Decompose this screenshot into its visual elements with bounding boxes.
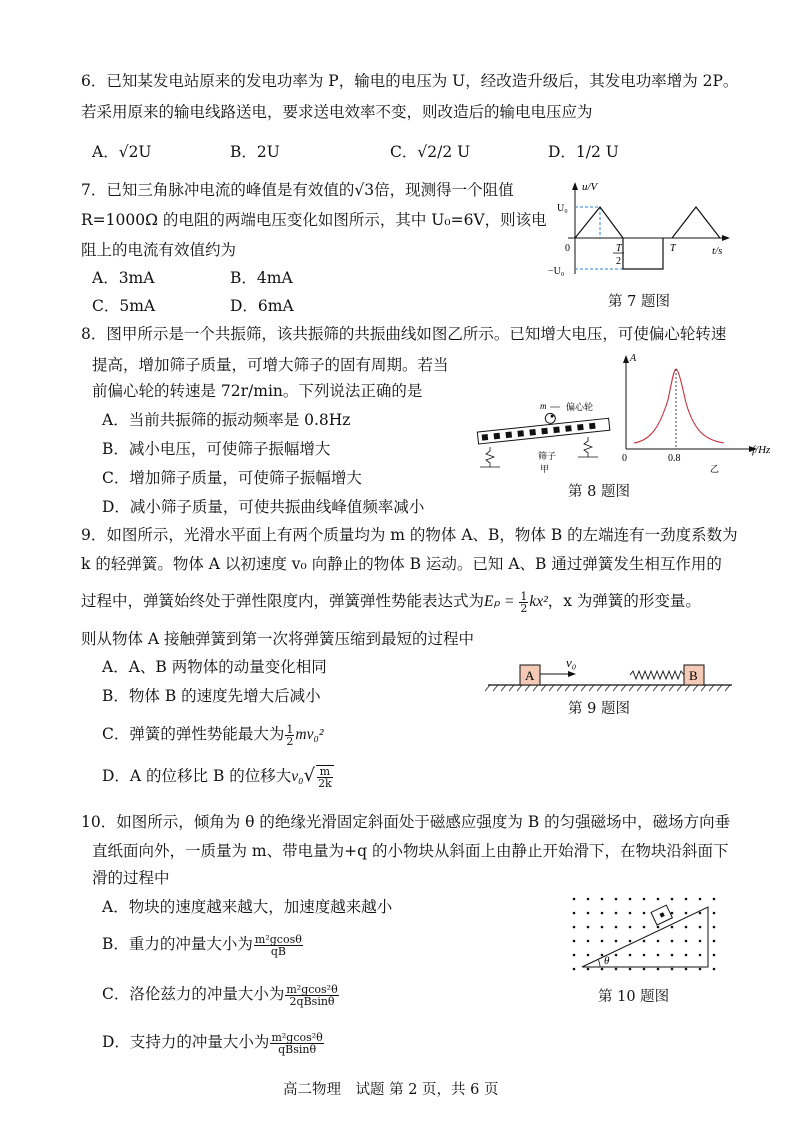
q7-option-b: B．4mA: [230, 269, 293, 287]
page-footer: 高二物理 试题 第 2 页，共 6 页: [283, 1082, 499, 1098]
q9-figure: [480, 655, 740, 697]
q7-half-t-num: T: [616, 243, 622, 254]
q10-caption: 第 10 题图: [598, 989, 670, 1005]
q7-xlabel: t/s: [712, 245, 723, 257]
q6-option-c: C．√2/2 U: [390, 143, 471, 161]
q10-theta: θ: [604, 955, 610, 967]
q8-tick-08: 0.8: [668, 453, 681, 464]
q9-line3-start: 过程中，弹簧始终处于弹性限度内，弹簧弹性势能表达式为: [81, 592, 485, 610]
q9-line2: k 的轻弹簧。物体 A 以初速度 v₀ 向静止的物体 B 运动。已知 A、B 通过弹簧发生相互作用的: [81, 555, 722, 573]
q8-sieve-figure: [470, 395, 620, 477]
q7-ylabel: u/V: [582, 181, 598, 193]
q7-u0-label: U₀: [557, 203, 568, 214]
q8-option-d: D．减小筛子质量，可使共振曲线峰值频率减小: [102, 498, 425, 516]
q9-line1: 9．如图所示，光滑水平面上有两个质量均为 m 的物体 A、B，物体 B 的左端连有一劲度系数为: [81, 526, 738, 544]
q9-block-b-label: B: [689, 668, 698, 683]
q6-line2: 若采用原来的输电线路送电，要求送电效率不变，则改造后的输电电压应为: [81, 103, 593, 121]
q7-line2: R=1000Ω 的电阻的两端电压变化如图所示，其中 U₀=6V，则该电: [81, 211, 547, 229]
q8-xlabel: f/Hz: [752, 444, 771, 456]
q10-option-a: A．物块的速度越来越大，加速度越来越小: [102, 898, 393, 916]
q9-kx2: kx²: [529, 593, 548, 610]
q9-caption: 第 9 题图: [568, 701, 630, 717]
q9-spring: [630, 671, 684, 679]
q8-label-yi: 乙: [710, 464, 720, 474]
q9-half-fraction: $\frac{1}{2}$: [520, 589, 528, 615]
q9-v0-label: v₀: [566, 655, 577, 670]
q7-option-c: C．5mA: [92, 297, 156, 315]
q7-triangle-pulse-2: [672, 207, 720, 238]
q9-line4: 则从物体 A 接触弹簧到第一次将弹簧压缩到最短的过程中: [81, 630, 475, 648]
q8-origin: 0: [622, 453, 627, 464]
q7-triangle-pulse-1: [575, 207, 623, 238]
q10-line3: 滑的过程中: [92, 869, 170, 887]
q10-option-b: B．重力的冲量大小为 $\frac{\text{m²gcosθ}}{qB}$: [102, 932, 302, 958]
q6-option-b: B．2U: [230, 143, 280, 161]
q9-line3-end: ，x 为弹簧的形变量。: [547, 592, 701, 610]
q8-eccentric-wheel: [545, 413, 556, 424]
q7-neg-u0-label: −U₀: [548, 266, 565, 277]
q8-option-a: A．当前共振筛的振动频率是 0.8Hz: [102, 411, 351, 429]
q8-resonance-line: [634, 369, 724, 443]
q7-option-d: D．6mA: [230, 297, 294, 315]
q10-line1: 10．如图所示，倾角为 θ 的绝缘光滑固定斜面处于磁感应强度为 B 的匀强磁场中，磁场方向垂: [81, 813, 731, 831]
q8-line2: 提高，增加筛子质量，可增大筛子的固有周期。若当: [92, 356, 449, 374]
q8-line1: 8．图甲所示是一个共振筛，该共振筛的共振曲线如图乙所示。已知增大电压，可使偏心轮转速: [81, 325, 727, 343]
q10-line2: 直纸面向外，一质量为 m、带电量为+q 的小物块从斜面上由静止开始滑下，在物块沿斜面下: [92, 842, 729, 860]
q7-origin: 0: [565, 243, 570, 254]
q8-line3: 前偏心轮的转速是 72r/min。下列说法正确的是: [92, 382, 423, 400]
q7-caption: 第 7 题图: [608, 294, 670, 310]
q9-line3: [81, 587, 701, 616]
q6-option-d: D．1/2 U: [548, 143, 619, 161]
q8-label-sieve: 筛子: [538, 451, 557, 461]
q9-option-a: A．A、B 两物体的动量变化相同: [102, 658, 327, 676]
q6-option-a: A．√2U: [92, 143, 152, 161]
q8-caption: 第 8 题图: [568, 484, 630, 500]
q8-label-m: m: [540, 401, 547, 411]
q6-line1: 6．已知某发电站原来的发电功率为 P，输电的电压为 U，经改造升级后，其发电功率增为 2P。: [81, 72, 739, 90]
q9-option-d: D．A 的位移比 B 的位移大v₀√ $\frac{m}{2k}$: [102, 765, 332, 790]
q7-t-label: T: [670, 243, 676, 254]
q10-figure: [568, 893, 724, 977]
q8-option-c: C．增加筛子质量，可使筛子振幅增大: [102, 469, 362, 487]
q8-ylabel: A: [630, 353, 637, 364]
q10-option-d: D．支持力的冲量大小为 $\frac{\text{m²gcos²θ}}{qBsin\theta}$: [102, 1030, 323, 1056]
q9-ep: Eₚ =: [484, 593, 519, 610]
q10-option-c: C．洛伦兹力的冲量大小为 $\frac{\text{m²gcos²θ}}{2qBsin\theta}$: [102, 982, 338, 1008]
q8-label-jia: 甲: [540, 464, 550, 474]
q10-incline: [582, 907, 708, 967]
q7-half-t-den: 2: [616, 256, 621, 267]
q9-block-a-label: A: [525, 668, 535, 683]
q7-figure: [540, 178, 740, 296]
q9-option-b: B．物体 B 的速度先增大后减小: [102, 687, 321, 705]
q8-option-b: B．减小电压，可使筛子振幅增大: [102, 440, 331, 458]
q8-resonance-curve: [612, 345, 792, 475]
q7-line1: 7．已知三角脉冲电流的峰值是有效值的√3倍，现测得一个阻值: [81, 181, 514, 199]
q9-option-c: C．弹簧的弹性势能最大为 $\frac{1}{2}$ mv₀²: [102, 722, 324, 748]
q7-line3: 阻上的电流有效值约为: [81, 241, 237, 259]
q7-option-a: A．3mA: [92, 269, 155, 287]
q8-label-wheel: 偏心轮: [566, 402, 594, 412]
q7-negative-pulse: [623, 238, 663, 269]
